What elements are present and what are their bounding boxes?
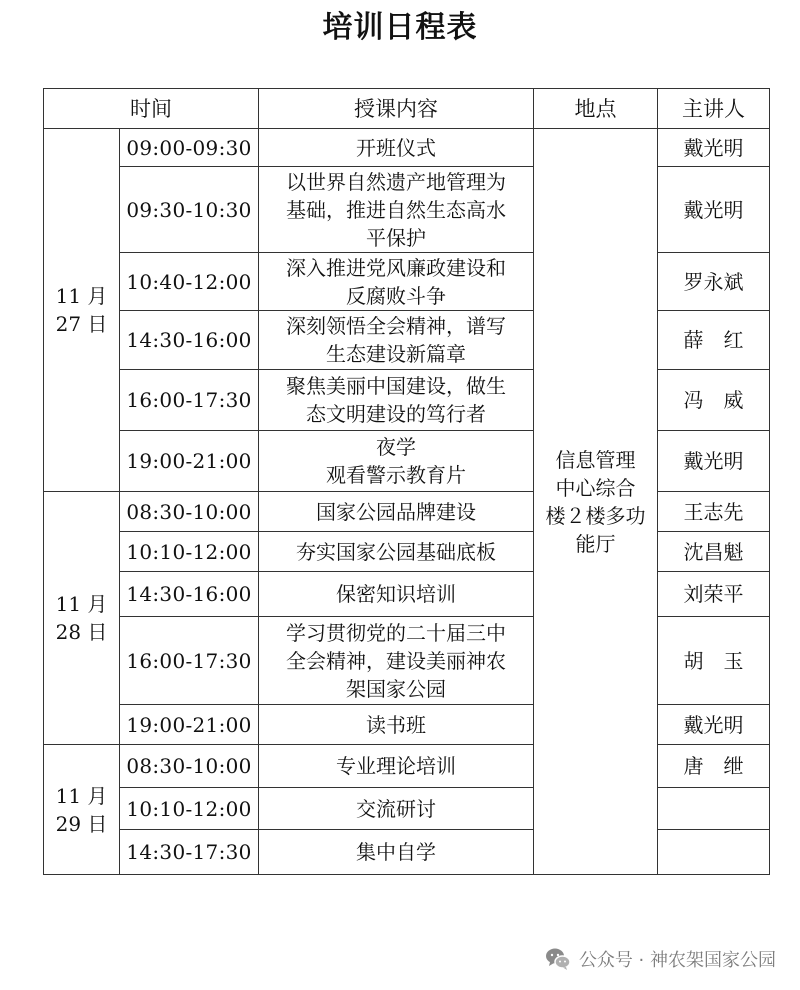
session-speaker <box>658 830 770 875</box>
table-row <box>44 253 770 311</box>
session-topic: 开班仪式 <box>259 129 534 167</box>
session-time: 09:00-09:30 <box>120 129 259 167</box>
table-row <box>44 572 770 617</box>
table-row <box>44 830 770 875</box>
session-time: 19:00-21:00 <box>120 431 259 492</box>
session-speaker: 戴光明 <box>658 431 770 492</box>
table-row <box>44 745 770 788</box>
session-time: 19:00-21:00 <box>120 705 259 745</box>
session-time: 08:30-10:00 <box>120 492 259 532</box>
table-row <box>44 617 770 705</box>
table-row <box>44 532 770 572</box>
session-topic: 读书班 <box>259 705 534 745</box>
table-row <box>44 311 770 370</box>
session-topic: 聚焦美丽中国建设，做生 态文明建设的笃行者 <box>259 370 534 431</box>
day-label: 11 月 27 日 <box>44 129 120 492</box>
watermark <box>545 946 776 972</box>
day-label: 11 月 28 日 <box>44 492 120 745</box>
session-speaker: 唐 绁 <box>658 745 770 788</box>
session-topic: 深入推进党风廉政建设和 反腐败斗争 <box>259 253 534 311</box>
session-speaker: 王志先 <box>658 492 770 532</box>
session-time: 14:30-16:00 <box>120 572 259 617</box>
session-time: 14:30-17:30 <box>120 830 259 875</box>
session-topic: 深刻领悟全会精神，谱写 生态建设新篇章 <box>259 311 534 370</box>
watermark-text: 公众号 · 神农架国家公园 <box>578 950 776 971</box>
location-cell: 信息管理 中心综合 楼２楼多功 能厅 <box>534 129 658 875</box>
table-row <box>44 492 770 532</box>
session-time: 10:10-12:00 <box>120 532 259 572</box>
session-topic: 以世界自然遗产地管理为 基础，推进自然生态高水 平保护 <box>259 167 534 253</box>
session-topic: 夯实国家公园基础底板 <box>259 532 534 572</box>
table-row <box>44 431 770 492</box>
session-speaker: 戴光明 <box>658 129 770 167</box>
day-label: 11 月 29 日 <box>44 745 120 875</box>
table-row <box>44 167 770 253</box>
session-time: 08:30-10:00 <box>120 745 259 788</box>
session-time: 14:30-16:00 <box>120 311 259 370</box>
header-content: 授课内容 <box>259 89 534 129</box>
table-row <box>44 705 770 745</box>
header-row <box>44 89 770 129</box>
session-time: 16:00-17:30 <box>120 617 259 705</box>
table-row <box>44 788 770 830</box>
session-time: 16:00-17:30 <box>120 370 259 431</box>
session-time: 10:40-12:00 <box>120 253 259 311</box>
session-speaker: 沈昌魁 <box>658 532 770 572</box>
session-speaker <box>658 788 770 830</box>
session-topic: 夜学 观看警示教育片 <box>259 431 534 492</box>
header-location: 地点 <box>534 89 658 129</box>
session-speaker: 戴光明 <box>658 705 770 745</box>
session-speaker: 罗永斌 <box>658 253 770 311</box>
session-speaker: 薛 红 <box>658 311 770 370</box>
session-topic: 集中自学 <box>259 830 534 875</box>
schedule-table <box>43 88 770 875</box>
table-row <box>44 129 770 167</box>
session-topic: 专业理论培训 <box>259 745 534 788</box>
session-speaker: 胡 玉 <box>658 617 770 705</box>
page-title: 培训日程表 <box>322 10 478 45</box>
session-topic: 学习贯彻党的二十届三中 全会精神，建设美丽神农 架国家公园 <box>259 617 534 705</box>
session-topic: 保密知识培训 <box>259 572 534 617</box>
session-speaker: 戴光明 <box>658 167 770 253</box>
session-topic: 交流研讨 <box>259 788 534 830</box>
session-speaker: 刘荣平 <box>658 572 770 617</box>
session-topic: 国家公园品牌建设 <box>259 492 534 532</box>
wechat-icon <box>545 947 571 971</box>
table-row <box>44 370 770 431</box>
header-time: 时间 <box>44 89 259 129</box>
session-time: 09:30-10:30 <box>120 167 259 253</box>
header-speaker: 主讲人 <box>658 89 770 129</box>
session-time: 10:10-12:00 <box>120 788 259 830</box>
session-speaker: 冯 威 <box>658 370 770 431</box>
